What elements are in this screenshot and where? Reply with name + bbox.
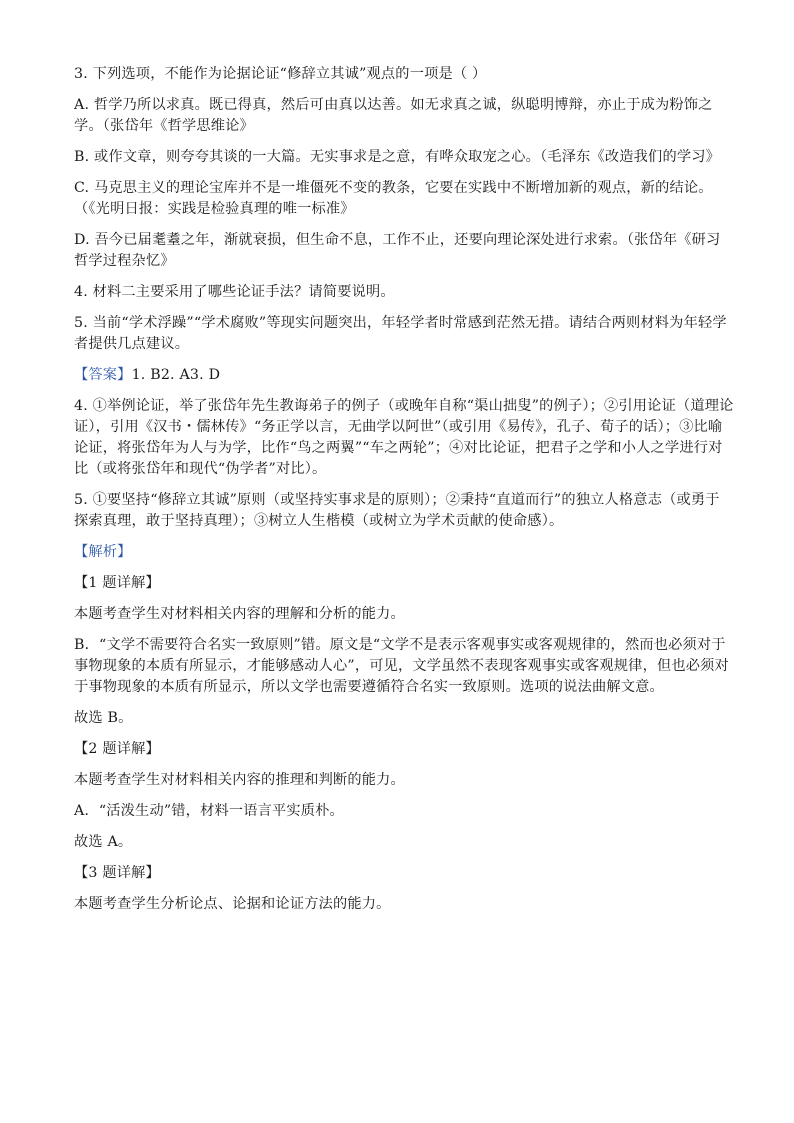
section-2-heading: 【2 题详解】	[74, 741, 160, 757]
question-3-option-d: D. 吾今已届耄耋之年，渐就衰损，但生命不息，工作不止，还要向理论深处进行求索。（张岱年《研习哲学过程杂忆》	[74, 232, 721, 269]
section-2-paragraph: 本题考查学生对材料相关内容的推理和判断的能力。	[74, 772, 405, 788]
question-3-option-a: A. 哲学乃所以求真。既已得真，然后可由真以达善。如无求真之诚，纵聪明博辩，亦止于成为粉饰之学。（张岱年《哲学思维论》	[74, 97, 713, 134]
section-3-paragraph: 本题考查学生分析论点、论据和论证方法的能力。	[74, 896, 391, 912]
question-3-option-c: C. 马克思主义的理论宝库并不是一堆僵死不变的教条，它要在实践中不断增加新的观点，新的结论。（《光明日报：实践是检验真理的唯一标准》	[74, 180, 713, 217]
section-3-heading: 【3 题详解】	[74, 865, 160, 881]
answer-4: 4. ①举例论证，举了张岱年先生教诲弟子的例子（或晚年自称“渠山拙叟”的例子）；②引用论证（道理论证），引用《汉书・儒林传》“务正学以言，无曲学以阿世”（或引用《易传》，孔子、荀子的话）；③比喻论证，将张岱年为人与为学，比作“鸟之两翼”“车之两轮”；④对比论证，把君子之学和小人之学进行对比（或将张岱年和现代“伪学者”对比）。	[74, 398, 734, 477]
section-2-paragraph: 故选 A。	[74, 834, 133, 850]
question-4: 4. 材料二主要采用了哪些论证手法？请简要说明。	[74, 284, 395, 300]
section-2-paragraph: A．“活泼生动”错，材料一语言平实质朴。	[74, 803, 344, 819]
question-5: 5. 当前“学术浮躁”“学术腐败”等现实问题突出，年轻学者时常感到茫然无措。请结合两则材料为年轻学者提供几点建议。	[74, 315, 727, 352]
document-page	[74, 64, 734, 925]
analysis-tag: 【解析】	[74, 544, 132, 560]
question-3-option-b: B. 或作文章，则夸夸其谈的一大篇。无实事求是之意，有哗众取宠之心。（毛泽东《改造我们的学习》	[74, 149, 720, 165]
question-3: 3. 下列选项，不能作为论据论证“修辞立其诚”观点的一项是（ ）	[74, 66, 487, 82]
section-1-paragraph: 故选 B。	[74, 710, 133, 726]
answer-value: 1. B2. A3. D	[131, 367, 221, 383]
answer-5: 5. ①要坚持“修辞立其诚”原则（或坚持实事求是的原则）；②秉持“直道而行”的独立人格意志（或勇于探索真理，敢于坚持真理）；③树立人生楷模（或树立为学术贡献的使命感）。	[74, 492, 720, 529]
section-1-paragraph: B．“文学不需要符合名实一致原则”错。原文是“文学不是表示客观事实或客观规律的，然而也必须对于事物现象的本质有所显示，才能够感动人心”，可见，文学虽然不表现客观事实或客观规律，但也必须对于事物现象的本质有所显示，所以文学也需要遵循符合名实一致原则。选项的说法曲解文意。	[74, 637, 729, 695]
section-1-paragraph: 本题考查学生对材料相关内容的理解和分析的能力。	[74, 606, 405, 622]
answer-tag: 【答案】	[74, 367, 132, 383]
answer-line	[74, 365, 734, 386]
section-1-heading: 【1 题详解】	[74, 575, 160, 591]
